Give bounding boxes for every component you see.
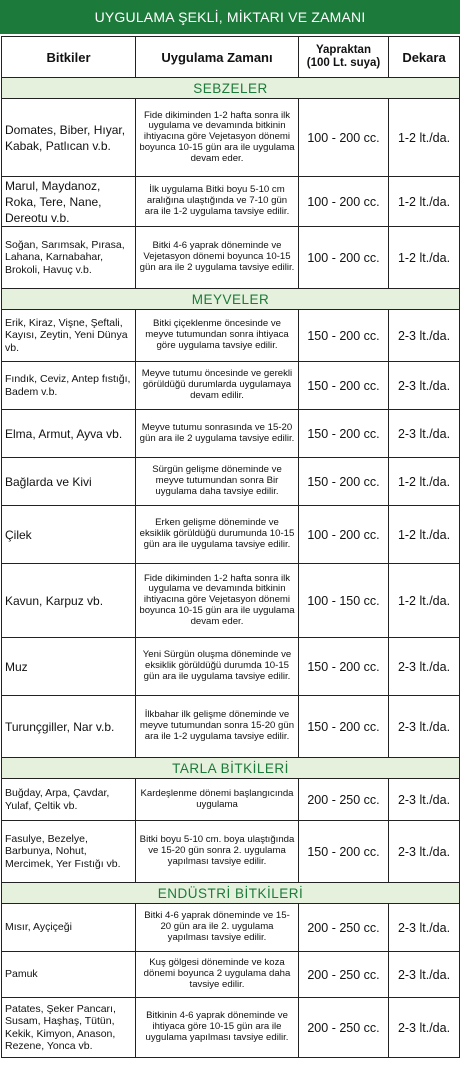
- application-time-cell: Bitki 4-6 yaprak döneminde ve 15-20 gün ara ile 2. uygulama yapılması tavsiye edilir.: [136, 904, 299, 952]
- plant-name-cell: Domates, Biber, Hıyar, Kabak, Patlıcan v.b.: [2, 99, 136, 177]
- dekar-dose-cell: 2-3 lt./da.: [389, 904, 460, 952]
- dekar-dose-cell: 2-3 lt./da.: [389, 310, 460, 362]
- header-dekar: Dekara: [389, 37, 460, 78]
- plant-name-cell: Turunçgiller, Nar v.b.: [2, 696, 136, 758]
- section-row: [2, 758, 460, 779]
- header-leaf-line2: (100 Lt. suya): [306, 57, 381, 69]
- dekar-dose-cell: 2-3 lt./da.: [389, 952, 460, 998]
- table-row: [2, 998, 460, 1058]
- dekar-dose-cell: 1-2 lt./da.: [389, 177, 460, 227]
- table-row: [2, 99, 460, 177]
- application-time-cell: Sürgün gelişme döneminde ve meyve tutumundan sonra Bir uygulama daha tavsiye edilir.: [136, 458, 299, 506]
- table-row: [2, 506, 460, 564]
- dekar-dose-cell: 2-3 lt./da.: [389, 696, 460, 758]
- application-time-cell: Meyve tutumu sonrasında ve 15-20 gün ara ile 2 uygulama tavsiye edilir.: [136, 410, 299, 458]
- plant-name-cell: Marul, Maydanoz, Roka, Tere, Nane, Dereotu v.b.: [2, 177, 136, 227]
- plant-name-cell: Muz: [2, 638, 136, 696]
- plant-name-cell: Elma, Armut, Ayva vb.: [2, 410, 136, 458]
- header-leaf-dose: [299, 37, 389, 78]
- leaf-dose-cell: 150 - 200 cc.: [299, 696, 389, 758]
- table-row: [2, 779, 460, 821]
- section-row: [2, 289, 460, 310]
- table-row: [2, 696, 460, 758]
- table-row: [2, 362, 460, 410]
- section-row: [2, 78, 460, 99]
- application-time-cell: Bitkinin 4-6 yaprak döneminde ve ihtiyaca göre 10-15 gün ara ile uygulama yapılması tavsiye edilir.: [136, 998, 299, 1058]
- table-row: [2, 904, 460, 952]
- plant-name-cell: Çilek: [2, 506, 136, 564]
- leaf-dose-cell: 200 - 250 cc.: [299, 952, 389, 998]
- table-row: [2, 458, 460, 506]
- plant-name-cell: Mısır, Ayçiçeği: [2, 904, 136, 952]
- dekar-dose-cell: 1-2 lt./da.: [389, 506, 460, 564]
- plant-name-cell: Erik, Kiraz, Vişne, Şeftali, Kayısı, Zeytin, Yeni Dünya vb.: [2, 310, 136, 362]
- dekar-dose-cell: 2-3 lt./da.: [389, 779, 460, 821]
- plant-name-cell: Soğan, Sarımsak, Pırasa, Lahana, Karnabahar, Brokoli, Havuç v.b.: [2, 227, 136, 289]
- header-plants: Bitkiler: [2, 37, 136, 78]
- dekar-dose-cell: 1-2 lt./da.: [389, 458, 460, 506]
- table-row: [2, 821, 460, 883]
- leaf-dose-cell: 150 - 200 cc.: [299, 638, 389, 696]
- leaf-dose-cell: 200 - 250 cc.: [299, 779, 389, 821]
- dekar-dose-cell: 2-3 lt./da.: [389, 362, 460, 410]
- application-time-cell: Bitki çiçeklenme öncesinde ve meyve tutumundan sonra ihtiyaca göre uygulama tavsiye edilir.: [136, 310, 299, 362]
- dekar-dose-cell: 1-2 lt./da.: [389, 99, 460, 177]
- leaf-dose-cell: 150 - 200 cc.: [299, 362, 389, 410]
- plant-name-cell: Fasulye, Bezelye, Barbunya, Nohut, Mercimek, Yer Fıstığı vb.: [2, 821, 136, 883]
- section-title: TARLA BİTKİLERİ: [2, 758, 460, 779]
- table-row: [2, 410, 460, 458]
- plant-name-cell: Patates, Şeker Pancarı, Susam, Haşhaş, Tütün, Kekik, Kimyon, Anason, Rezene, Yonca vb.: [2, 998, 136, 1058]
- leaf-dose-cell: 100 - 200 cc.: [299, 227, 389, 289]
- section-title: ENDÜSTRİ BİTKİLERİ: [2, 883, 460, 904]
- section-title: MEYVELER: [2, 289, 460, 310]
- section-row: [2, 883, 460, 904]
- page-title: UYGULAMA ŞEKLİ, MİKTARI VE ZAMANI: [0, 0, 460, 34]
- plant-name-cell: Buğday, Arpa, Çavdar, Yulaf, Çeltik vb.: [2, 779, 136, 821]
- application-time-cell: Meyve tutumu öncesinde ve gerekli görüldüğü durumlarda uygulamaya devam edilir.: [136, 362, 299, 410]
- application-time-cell: Kuş gölgesi döneminde ve koza dönemi boyunca 2 uygulama daha tavsiye edilir.: [136, 952, 299, 998]
- application-table: [1, 36, 460, 1058]
- table-row: [2, 638, 460, 696]
- header-leaf-line1: Yapraktan: [316, 44, 371, 56]
- section-title: SEBZELER: [2, 78, 460, 99]
- application-time-cell: Fide dikiminden 1-2 hafta sonra ilk uygulama ve devamında bitkinin ihtiyacına göre Vejetasyon dönemi boyunca 10-15 gün ara ile uygulama devam eder.: [136, 564, 299, 638]
- leaf-dose-cell: 100 - 200 cc.: [299, 99, 389, 177]
- plant-name-cell: Kavun, Karpuz vb.: [2, 564, 136, 638]
- leaf-dose-cell: 150 - 200 cc.: [299, 458, 389, 506]
- table-row: [2, 227, 460, 289]
- table-header-row: [2, 37, 460, 78]
- leaf-dose-cell: 100 - 200 cc.: [299, 506, 389, 564]
- plant-name-cell: Fındık, Ceviz, Antep fıstığı, Badem v.b.: [2, 362, 136, 410]
- leaf-dose-cell: 200 - 250 cc.: [299, 998, 389, 1058]
- application-time-cell: Bitki boyu 5-10 cm. boya ulaştığında ve 15-20 gün sonra 2. uygulama yapılması tavsiye edilir.: [136, 821, 299, 883]
- application-time-cell: Bitki 4-6 yaprak döneminde ve Vejetasyon dönemi boyunca 10-15 gün ara ile 2 uygulama tavsiye edilir.: [136, 227, 299, 289]
- plant-name-cell: Bağlarda ve Kivi: [2, 458, 136, 506]
- dekar-dose-cell: 2-3 lt./da.: [389, 410, 460, 458]
- table-row: [2, 952, 460, 998]
- table-row: [2, 177, 460, 227]
- table-body: [2, 78, 460, 1058]
- application-time-cell: Fide dikiminden 1-2 hafta sonra ilk uygulama ve devamında bitkinin ihtiyacına göre Vejetasyon dönemi boyunca 10-15 gün ara ile uygulama devam eder.: [136, 99, 299, 177]
- header-application-time: Uygulama Zamanı: [136, 37, 299, 78]
- dekar-dose-cell: 2-3 lt./da.: [389, 638, 460, 696]
- application-time-cell: İlkbahar ilk gelişme döneminde ve meyve tutumundan sonra 15-20 gün ara ile 1-2 uygulama tavsiye edilir.: [136, 696, 299, 758]
- table-row: [2, 564, 460, 638]
- application-time-cell: Yeni Sürgün oluşma döneminde ve eksiklik görüldüğü durumda 10-15 gün ara ile uygulama tavsiye edilir.: [136, 638, 299, 696]
- leaf-dose-cell: 200 - 250 cc.: [299, 904, 389, 952]
- application-time-cell: Kardeşlenme dönemi başlangıcında uygulama: [136, 779, 299, 821]
- leaf-dose-cell: 100 - 200 cc.: [299, 177, 389, 227]
- application-time-cell: Erken gelişme döneminde ve eksiklik görüldüğü durumunda 10-15 gün ara ile uygulama tavsiye edilir.: [136, 506, 299, 564]
- plant-name-cell: Pamuk: [2, 952, 136, 998]
- leaf-dose-cell: 150 - 200 cc.: [299, 821, 389, 883]
- table-row: [2, 310, 460, 362]
- dekar-dose-cell: 2-3 lt./da.: [389, 998, 460, 1058]
- leaf-dose-cell: 100 - 150 cc.: [299, 564, 389, 638]
- dekar-dose-cell: 1-2 lt./da.: [389, 564, 460, 638]
- leaf-dose-cell: 150 - 200 cc.: [299, 410, 389, 458]
- dekar-dose-cell: 1-2 lt./da.: [389, 227, 460, 289]
- leaf-dose-cell: 150 - 200 cc.: [299, 310, 389, 362]
- dekar-dose-cell: 2-3 lt./da.: [389, 821, 460, 883]
- application-time-cell: İlk uygulama Bitki boyu 5-10 cm aralığına ulaştığında ve 7-10 gün ara ile 1-2 uygulama tavsiye edilir.: [136, 177, 299, 227]
